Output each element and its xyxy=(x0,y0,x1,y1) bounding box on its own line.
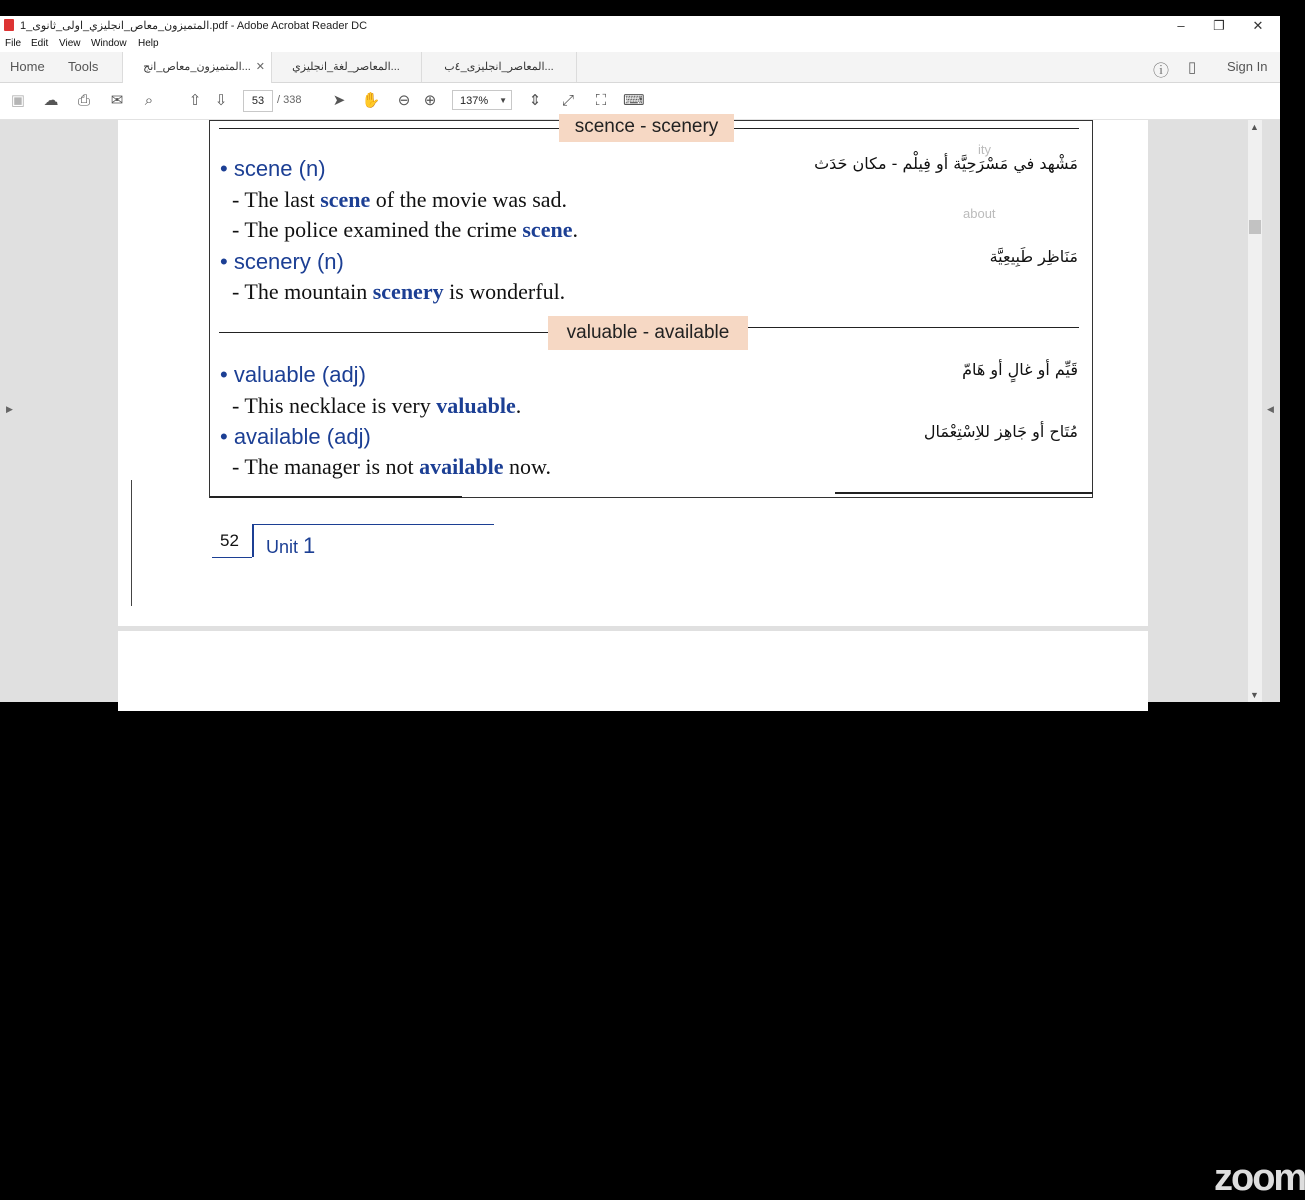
scrollbar-thumb[interactable] xyxy=(1249,220,1261,234)
read-mode-icon[interactable]: ⌨ xyxy=(623,92,645,109)
search-icon[interactable]: ⌕ xyxy=(144,92,154,109)
hand-tool-icon[interactable]: ✋ xyxy=(361,92,381,109)
help-icon[interactable]: ⓘ xyxy=(1153,63,1170,80)
tools-tab[interactable]: Tools xyxy=(68,59,99,74)
zoom-in-icon[interactable]: ⊕ xyxy=(423,92,437,109)
left-panel-toggle-icon[interactable]: ▶ xyxy=(6,404,13,414)
menu-window[interactable]: Window xyxy=(91,38,127,49)
previous-page-icon[interactable]: ⇧ xyxy=(188,92,202,109)
zoom-level-value: 137% xyxy=(460,95,489,107)
save-icon[interactable]: ▣ xyxy=(10,92,26,109)
example-sentence: - The last scene of the movie was sad. xyxy=(232,187,568,212)
menu-file[interactable]: File xyxy=(5,38,22,49)
email-icon[interactable]: ✉ xyxy=(110,92,124,109)
example-sentence: - The manager is not available now. xyxy=(232,454,551,479)
document-viewer[interactable] xyxy=(0,116,1305,1199)
mobile-link-icon[interactable]: ▯ xyxy=(1188,59,1197,76)
vertical-scrollbar[interactable] xyxy=(1248,120,1262,702)
restore-button[interactable]: ❐ xyxy=(1213,18,1225,33)
page-total: / 338 xyxy=(277,94,302,106)
full-screen-icon[interactable]: ⛶ xyxy=(595,92,607,109)
scroll-up-icon[interactable]: ▲ xyxy=(1250,122,1259,132)
example-sentence: - The police examined the crime scene. xyxy=(232,217,578,242)
vocab-word-scene: • scene (n) xyxy=(220,156,326,181)
minimize-button[interactable]: – xyxy=(1177,18,1185,33)
select-tool-icon[interactable]: ➤ xyxy=(332,92,346,109)
scrolling-mode-icon[interactable]: ⇕ xyxy=(528,92,542,109)
pdf-file-icon xyxy=(4,19,14,31)
close-tab-icon[interactable]: ✕ xyxy=(255,61,265,73)
arabic-meaning-scene: مَشْهد في مَسْرَحِيَّة أو فِيلْم - مكان حَدَث xyxy=(814,154,1078,173)
example-sentence: - This necklace is very valuable. xyxy=(232,393,522,418)
close-window-button[interactable]: ✕ xyxy=(1252,18,1264,33)
window-title: المتميزون_معاص_انجليزي_اولى_ثانوى_1.pdf - Adobe Acrobat Reader DC xyxy=(20,20,368,32)
zoom-watermark: zoom xyxy=(1214,1157,1305,1199)
next-page-icon[interactable]: ⇩ xyxy=(214,92,228,109)
page-number: 52 xyxy=(220,531,239,550)
arabic-meaning-valuable: قَيِّم أو غالٍ أو هَامّ xyxy=(962,360,1078,379)
home-tab[interactable]: Home xyxy=(10,59,45,74)
document-tab-1[interactable] xyxy=(122,52,272,83)
fit-page-icon[interactable]: ⤢ xyxy=(561,92,574,109)
tab-bar xyxy=(0,52,1280,83)
print-icon[interactable]: ⎙ xyxy=(77,92,90,109)
arabic-meaning-available: مُتَاح أو جَاهِز للاِسْتِعْمَال xyxy=(923,422,1078,441)
page-number-input[interactable]: 53 xyxy=(243,90,273,112)
menu-edit[interactable]: Edit xyxy=(31,38,49,49)
pdf-page-next xyxy=(118,631,1305,1199)
chevron-down-icon: ▼ xyxy=(499,96,507,105)
pdf-page: ity about scence - scenery • scene (n) مَشْهد في مَسْرَحِيَّة أو فِيلْم - مكان حَدَث - The last scene of the movie was sad. - The police examined the crime scene. • scenery (n) مَنَاظِر طَبِيعِيَّة - The mountain scenery is wonderful. valuable - available • valuable (adj) قَيِّم أو غالٍ أو هَامّ - This necklace is very valuable. • available (adj) مُتَاح أو جَاهِز للاِسْتِعْمَال - The manager is not available now. 52 Unit 1 xyxy=(118,120,1148,626)
vocab-word-scenery: • scenery (n) xyxy=(220,249,344,274)
menu-view[interactable]: View xyxy=(59,38,81,49)
example-sentence: - The mountain scenery is wonderful. xyxy=(232,279,566,304)
arabic-meaning-scenery: مَنَاظِر طَبِيعِيَّة xyxy=(989,247,1078,266)
unit-label: Unit 1 xyxy=(266,533,316,558)
title-bar xyxy=(0,16,1280,36)
section-title-valuable: valuable - available xyxy=(548,316,748,350)
zoom-level-select[interactable] xyxy=(452,90,512,110)
document-tab-3[interactable] xyxy=(422,52,577,82)
right-panel-toggle-icon[interactable]: ◀ xyxy=(1267,404,1274,414)
zoom-out-icon[interactable]: ⊖ xyxy=(397,92,411,109)
document-tab-2[interactable] xyxy=(271,52,422,82)
document-tab-label: المعاصر_انجليزى_٤ب... xyxy=(444,61,554,73)
vocab-word-available: • available (adj) xyxy=(220,424,371,449)
menu-help[interactable]: Help xyxy=(138,38,159,49)
document-tab-label: المعاصر_لغة_انجليزي... xyxy=(292,61,400,73)
menu-bar xyxy=(0,36,1280,52)
document-tab-label: المتميزون_معاص_انج... xyxy=(143,61,251,73)
upload-cloud-icon[interactable]: ☁ xyxy=(43,92,59,109)
section-title-scene: scence - scenery xyxy=(559,114,734,142)
scroll-down-icon[interactable]: ▼ xyxy=(1250,690,1259,700)
sign-in-link[interactable]: Sign In xyxy=(1227,59,1268,74)
vocab-word-valuable: • valuable (adj) xyxy=(220,362,366,387)
